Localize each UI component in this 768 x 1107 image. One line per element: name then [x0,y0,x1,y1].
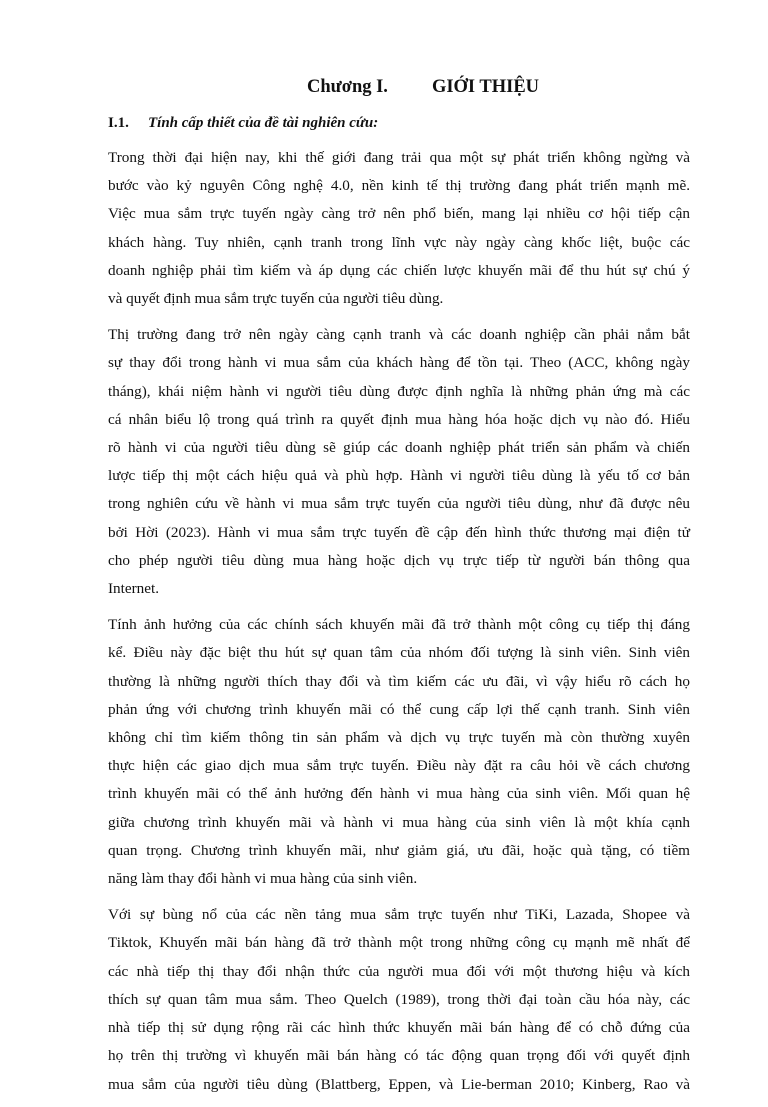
text-line: thích sự quan tâm mua sắm. Theo Quelch (1989), trong thời đại toàn cầu hóa này, các [108,990,690,1008]
text-line: họ trên thị trường vì khuyến mãi bán hàng có tác động quan trọng đối với quyết định [108,1047,690,1065]
text-line: trình khuyến mãi có thể ảnh hưởng đến hành vi mua hàng của sinh viên. Mối quan hệ [108,785,690,803]
text-line: thực hiện các giao dịch mua sắm trực tuyến. Điều này đặt ra câu hỏi về cách chương [108,757,690,775]
document-page [108,72,690,1107]
text-line: Thị trường đang trở nên ngày càng cạnh tranh và các doanh nghiệp cần phải nắm bắt [108,326,690,344]
text-line: cho phép người tiêu dùng mua hàng hoặc dịch vụ trực tiếp từ người bán thông qua [108,551,690,569]
text-line: cá nhân biểu lộ trong quá trình ra quyết định mua hàng hóa hoặc dịch vụ nào đó. Hiểu [108,410,690,428]
section-heading [108,110,690,136]
text-line: Internet. [108,580,160,598]
paragraph-4 [108,901,690,1098]
text-line: Tiktok, Khuyến mãi bán hàng đã trở thành một trong những công cụ mạnh mẽ nhất để [108,934,690,952]
text-line: khách hàng. Tuy nhiên, cạnh tranh trong lĩnh vực này ngày càng khốc liệt, buộc các [108,233,690,251]
text-line: năng làm thay đổi hành vi mua hàng của sinh viên. [108,870,418,888]
text-line: bởi Hời (2023). Hành vi mua sắm trực tuyến đề cập đến hình thức thương mại điện tử [108,523,690,541]
text-line: Trong thời đại hiện nay, khi thế giới đang trải qua một sự phát triển không ngừng và [108,149,690,166]
text-line: giữa chương trình khuyến mãi và hành vi mua hàng của sinh viên là một khía cạnh [108,813,690,831]
text-line: lược tiếp thị một cách hiệu quả và phù hợp. Hành vi người tiêu dùng là yếu tố cơ bản [108,467,690,485]
section-title: Tính cấp thiết của đề tài nghiên cứu: [148,115,379,131]
paragraph-2 [108,321,690,603]
text-line: quan trọng. Chương trình khuyến mãi, như giảm giá, ưu đãi, hoặc quà tặng, có tiềm [108,841,690,859]
text-line: không chỉ tìm kiếm thông tin sản phẩm và dịch vụ trực tuyến mà còn thường xuyên [108,729,690,747]
text-line: thường là những người thích thay đổi và tìm kiếm các ưu đãi, vì vậy hiểu rõ cách họ [108,672,690,690]
text-line: trong nghiên cứu về hành vi mua sắm trực tuyến của người tiêu dùng, như đã được nêu [108,495,690,513]
text-line: kể. Điều này đặc biệt thu hút sự quan tâm của nhóm đối tượng là sinh viên. Sinh viên [108,644,690,662]
text-line: Tính ảnh hưởng của các chính sách khuyến mãi đã trở thành một công cụ tiếp thị đáng [108,616,690,634]
text-line: sự thay đổi trong hành vi mua sắm của khách hàng để tồn tại. Theo (ACC, không ngày [108,354,690,372]
chapter-title [108,72,690,102]
text-line: nhà tiếp thị sử dụng rộng rãi các hình thức khuyến mãi bán hàng để có chỗ đứng của [108,1019,690,1037]
text-line: rõ hành vi của người tiêu dùng sẽ giúp các doanh nghiệp phát triển sản phẩm và chiến [108,439,690,457]
chapter-number: Chương I. [306,77,388,97]
paragraph-3 [108,611,690,893]
text-line: phản ứng với chương trình khuyến mãi có thể cung cấp lợi thế cạnh tranh. Sinh viên [108,700,690,718]
text-line: và quyết định mua sắm trực tuyến của người tiêu dùng. [108,290,444,308]
text-line: Việc mua sắm trực tuyến ngày càng trở nên phổ biến, mang lại nhiều cơ hội tiếp cận [108,205,690,223]
text-line: mua sắm của người tiêu dùng (Blattberg, Eppen, và Lie-berman 2010; Kinberg, Rao và [108,1075,690,1093]
text-line: doanh nghiệp phải tìm kiếm và áp dụng các chiến lược khuyến mãi để thu hút sự chú ý [108,261,690,279]
text-line: bước vào kỷ nguyên Công nghệ 4.0, nền kinh tế thị trường đang phát triển mạnh mẽ. [108,177,690,195]
section-number: I.1. [108,115,129,131]
chapter-name: GIỚI THIỆU [431,77,540,97]
paragraph-1 [108,144,690,313]
text-line: Với sự bùng nổ của các nền tảng mua sắm trực tuyến như TiKi, Lazada, Shopee và [108,906,690,924]
body-text [108,144,690,1099]
text-line: các nhà tiếp thị thay đổi nhận thức của người mua đối với một thương hiệu và kích [108,962,690,980]
text-line: tháng), khái niệm hành vi người tiêu dùng được định nghĩa là những phản ứng mà các [108,382,690,400]
